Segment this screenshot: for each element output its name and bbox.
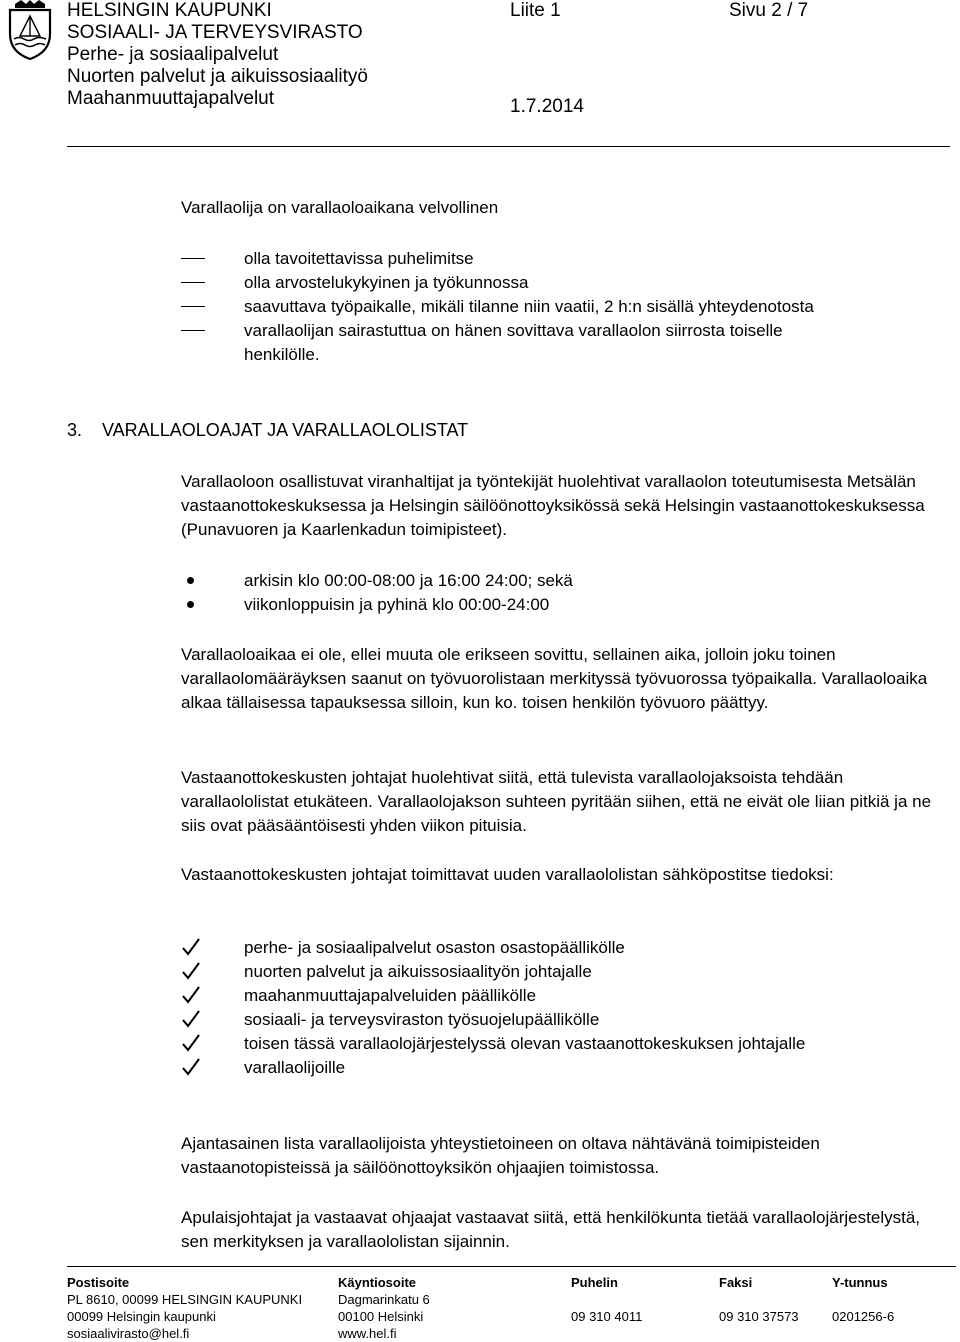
checkmark-icon bbox=[181, 1057, 201, 1077]
list-item: perhe- ja sosiaalipalvelut osaston osastopäällikölle bbox=[181, 936, 941, 960]
intro-dash-list bbox=[181, 247, 916, 367]
list-item: toisen tässä varallaolojärjestelyssä olevan vastaanottokeskuksen johtajalle bbox=[181, 1032, 941, 1056]
footer-divider bbox=[67, 1266, 956, 1267]
footer-phone-label: Puhelin bbox=[571, 1275, 618, 1290]
footer-email[interactable]: sosiaalivirasto@hel.fi bbox=[67, 1326, 190, 1341]
recipient-checklist bbox=[181, 936, 941, 1080]
footer-visit-label: Käyntiosoite bbox=[338, 1275, 417, 1290]
bullet-icon bbox=[187, 601, 194, 608]
footer-business-id bbox=[832, 1274, 894, 1325]
section-paragraph-5: Ajantasainen lista varallaolijoista yhteystietoineen on oltava nähtävänä toimipisteiden vastaanotopisteissä ja säilöönottoyksikön ohjaajien toimistossa. bbox=[181, 1134, 820, 1177]
list-item: arkisin klo 00:00-08:00 ja 16:00 24:00; sekä bbox=[181, 569, 916, 593]
header-divider bbox=[67, 146, 950, 147]
section-title: VARALLAOLOAJAT JA VARALLAOLOLISTAT bbox=[102, 420, 469, 440]
list-item: maahanmuuttajapalveluiden päällikölle bbox=[181, 984, 941, 1008]
footer-visit-line: 00100 Helsinki bbox=[338, 1309, 424, 1324]
header-line-dept: Perhe- ja sosiaalipalvelut bbox=[67, 44, 279, 65]
header-line-city: HELSINGIN KAUPUNKI bbox=[67, 0, 272, 21]
dash-icon bbox=[181, 258, 205, 259]
header-line-agency: SOSIAALI- JA TERVEYSVIRASTO bbox=[67, 22, 363, 43]
header-line-unit: Nuorten palvelut ja aikuissosiaalityö bbox=[67, 66, 368, 87]
list-item: varallaolijan sairastuttua on hänen sovittava varallaolon siirrosta toiselle henkilölle. bbox=[181, 319, 804, 367]
intro-heading: Varallaolija on varallaoloaikana velvollinen bbox=[181, 198, 499, 217]
bullet-icon bbox=[187, 577, 194, 584]
footer-ytunnus-label: Y-tunnus bbox=[832, 1275, 888, 1290]
dash-icon bbox=[181, 282, 205, 283]
list-item: sosiaali- ja terveysviraston työsuojelupäällikölle bbox=[181, 1008, 941, 1032]
section-paragraph-2: Varallaoloaikaa ei ole, ellei muuta ole erikseen sovittu, sellainen aika, jolloin joku toinen varallaolomääräyksen saanut on työvuorolistaan merkityssä työvuorossa työpaikalla. Varallaoloaika alkaa tällaisessa tapauksessa silloin, kun ko. toisen henkilön työvuoro päättyy. bbox=[181, 645, 928, 712]
footer-postal-line: PL 8610, 00099 HELSINGIN KAUPUNKI bbox=[67, 1292, 303, 1307]
dash-icon bbox=[181, 306, 205, 307]
helsinki-crest-logo bbox=[6, 0, 54, 60]
footer-fax bbox=[719, 1274, 799, 1325]
section-paragraph-4: Vastaanottokeskusten johtajat toimittavat uuden varallaololistan sähköpostitse tiedoksi: bbox=[181, 865, 834, 884]
header-line-service: Maahanmuuttajapalvelut bbox=[67, 88, 275, 109]
footer-postal-line: 00099 Helsingin kaupunki bbox=[67, 1309, 216, 1324]
checkmark-icon bbox=[181, 1009, 201, 1029]
header-org bbox=[67, 0, 368, 110]
section-number: 3. bbox=[67, 420, 83, 440]
header-page-number: Sivu 2 / 7 bbox=[729, 0, 809, 21]
footer-postal-label: Postisoite bbox=[67, 1275, 130, 1290]
checkmark-icon bbox=[181, 937, 201, 957]
list-item: nuorten palvelut ja aikuissosiaalityön johtajalle bbox=[181, 960, 941, 984]
checkmark-icon bbox=[181, 1033, 201, 1053]
list-item: varallaolijoille bbox=[181, 1056, 941, 1080]
list-item: olla tavoitettavissa puhelimitse bbox=[181, 247, 916, 271]
footer-fax-value: 09 310 37573 bbox=[719, 1309, 799, 1324]
list-item: saavuttava työpaikalle, mikäli tilanne niin vaatii, 2 h:n sisällä yhteydenotosta bbox=[181, 295, 916, 319]
section-paragraph-6: Apulaisjohtajat ja vastaavat ohjaajat vastaavat siitä, että henkilökunta tietää varallaolojärjestelystä, sen merkityksen ja varallaololistan sijainnin. bbox=[181, 1208, 920, 1251]
footer-postal bbox=[67, 1274, 302, 1342]
time-bullet-list bbox=[181, 569, 916, 617]
header-date: 1.7.2014 bbox=[510, 96, 584, 117]
list-item: viikonloppuisin ja pyhinä klo 00:00-24:00 bbox=[181, 593, 916, 617]
footer-fax-label: Faksi bbox=[719, 1275, 753, 1290]
footer-phone-value: 09 310 4011 bbox=[571, 1309, 643, 1324]
footer-phone bbox=[571, 1274, 642, 1325]
checkmark-icon bbox=[181, 961, 201, 981]
footer-website[interactable]: www.hel.fi bbox=[338, 1326, 397, 1341]
footer-visit-line: Dagmarinkatu 6 bbox=[338, 1292, 430, 1307]
footer-visit bbox=[338, 1274, 430, 1342]
checkmark-icon bbox=[181, 985, 201, 1005]
list-item: olla arvostelukykyinen ja työkunnossa bbox=[181, 271, 916, 295]
footer-ytunnus-value: 0201256-6 bbox=[832, 1309, 895, 1324]
dash-icon bbox=[181, 330, 205, 331]
section-paragraph-3: Vastaanottokeskusten johtajat huolehtivat siitä, että tulevista varallaolojaksoista tehdään varallaololistat etukäteen. Varallaolojakson suhteen pyritään siihen, että ne eivät ole liian pitkiä ja ne siis ovat pääsääntöisesti yhden viikon pituisia. bbox=[181, 768, 932, 835]
section-paragraph-1: Varallaoloon osallistuvat viranhaltijat ja työntekijät huolehtivat varallaolon toteutumisesta Metsälän vastaanottokeskuksessa ja Helsingin säilöönottoyksikössä sekä Helsingin vastaanottokeskuksessa (Punavuoren ja Kaarlenkadun toimipisteet). bbox=[181, 472, 925, 539]
header-attachment: Liite 1 bbox=[510, 0, 561, 21]
